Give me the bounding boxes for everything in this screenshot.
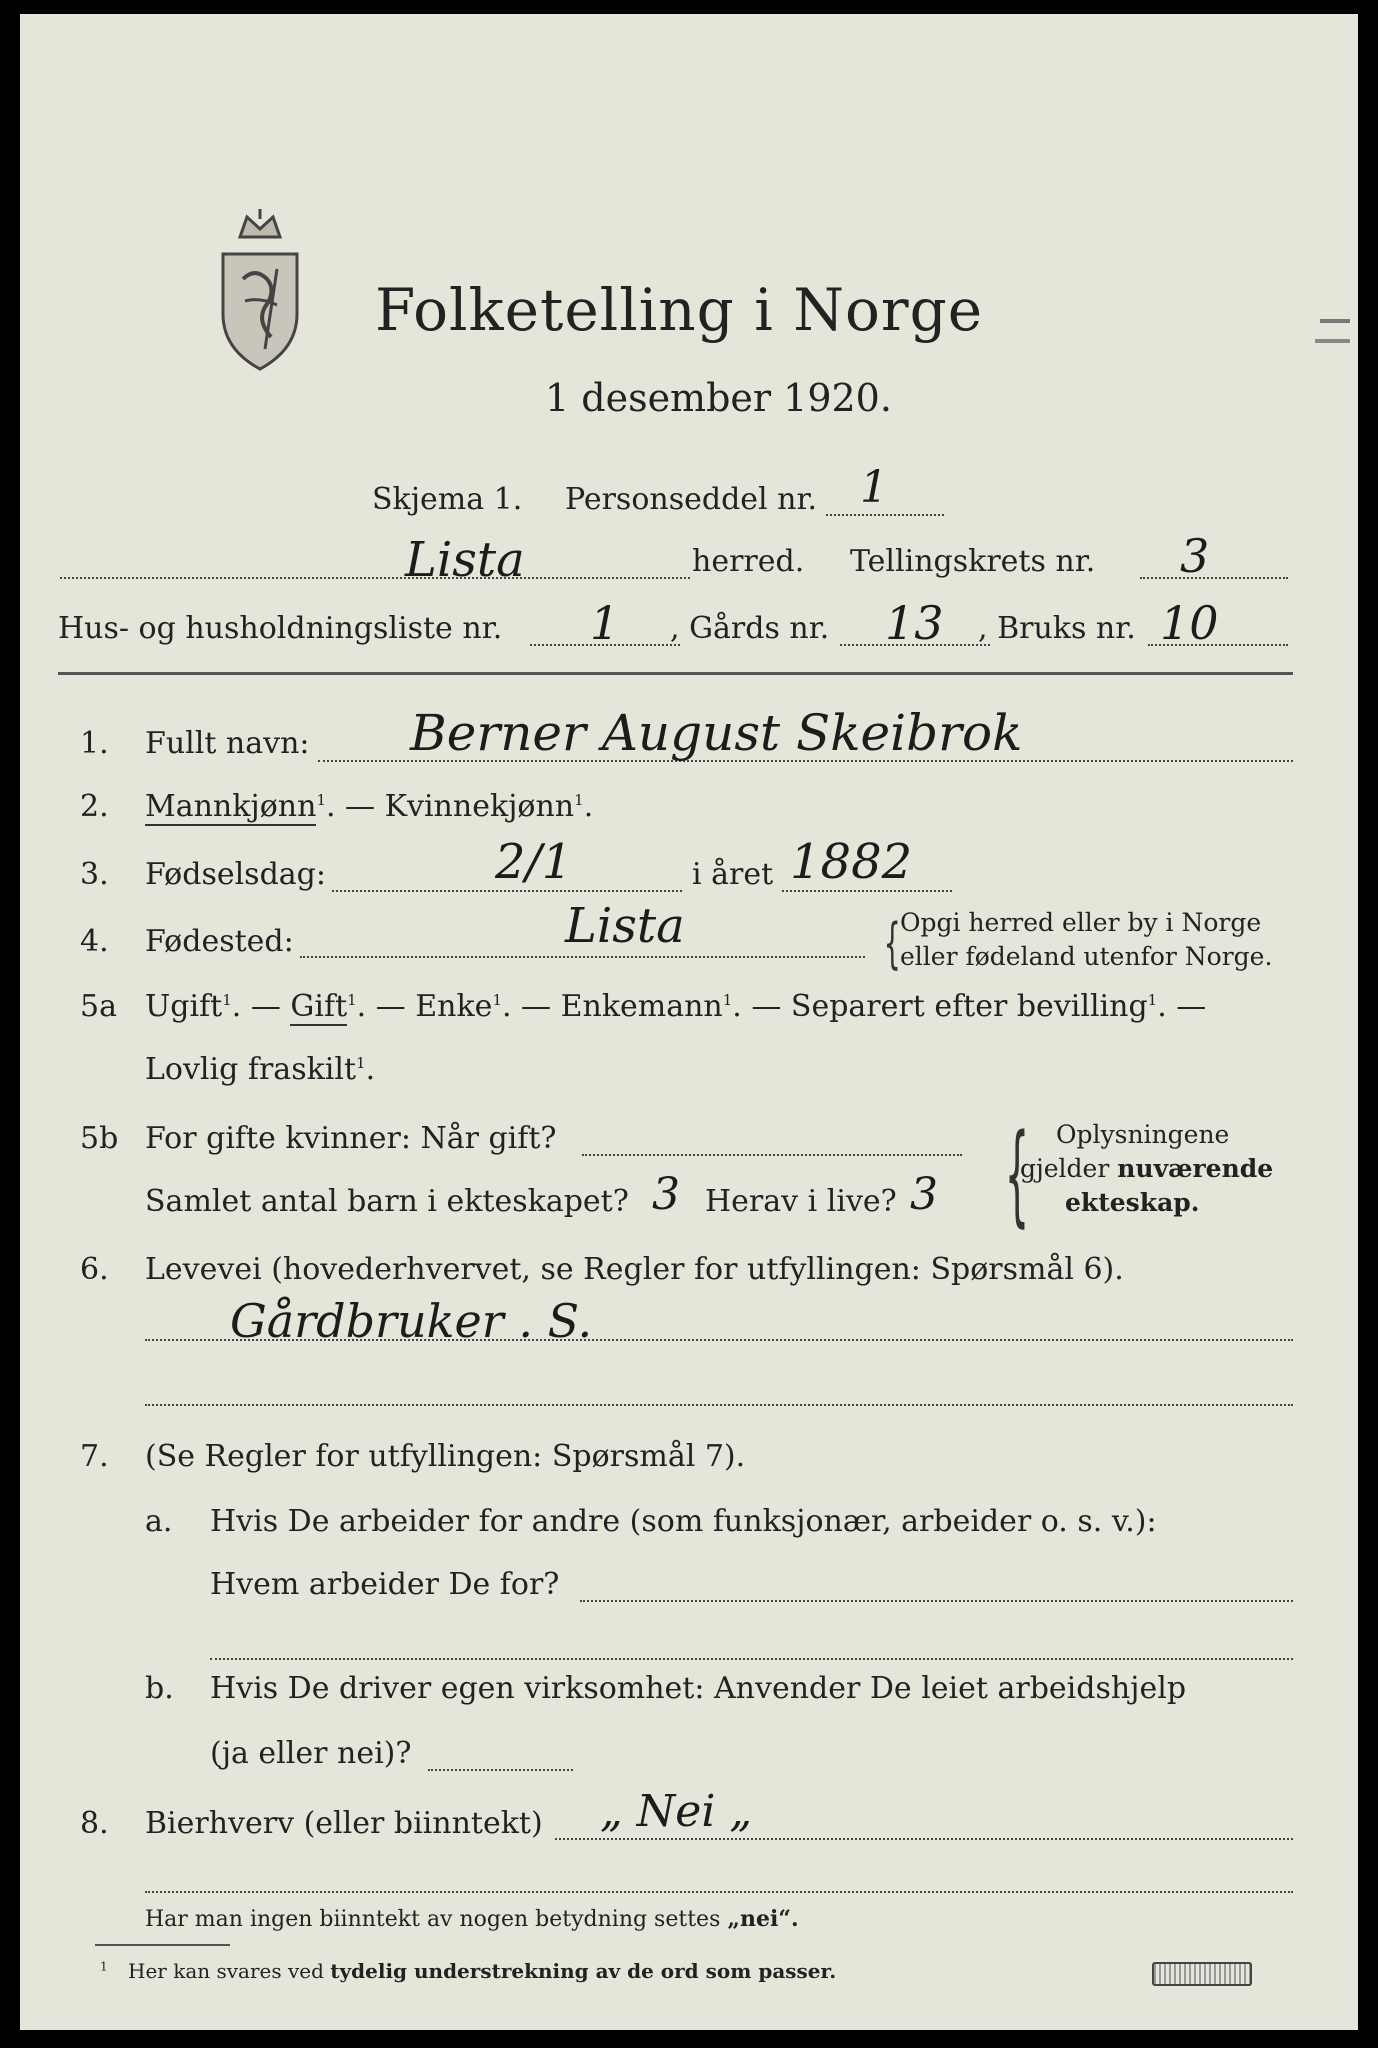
q8-number: 8. (80, 1806, 109, 1841)
separator: . — (325, 789, 385, 824)
fraskilt-row: Lovlig fraskilt$^1$. (145, 1052, 376, 1087)
mannkjonn-option[interactable]: Mannkjønn (145, 789, 317, 824)
birthplace-value[interactable]: Lista (565, 898, 685, 954)
q6-line-1 (145, 1339, 1293, 1341)
footnote-marker: 1 (356, 1054, 366, 1072)
hus-label: Hus- og husholdningsliste nr. (58, 611, 503, 646)
barn-value[interactable]: 3 (652, 1169, 680, 1220)
q8-line-2 (145, 1891, 1293, 1893)
personseddel-label: Personseddel nr. (565, 482, 818, 517)
q7b-line (428, 1769, 573, 1771)
birthday-value[interactable]: 2/1 (495, 834, 573, 890)
q5b-label-2: Samlet antal barn i ekteskapet? (145, 1184, 629, 1219)
personseddel-line (826, 514, 944, 516)
separator: . — (501, 989, 561, 1024)
enke-option[interactable]: Enke (415, 989, 493, 1024)
kvinnekjonn-option[interactable]: Kvinnekjønn (384, 789, 575, 824)
edge-mark (1315, 339, 1350, 343)
q5a-number: 5a (80, 989, 117, 1024)
q4-line (300, 956, 865, 958)
q5b-label-1: For gifte kvinner: Når gift? (145, 1121, 557, 1156)
q7b-question: (ja eller nei)? (210, 1736, 412, 1771)
footer-note (145, 1906, 799, 1932)
marital-options (145, 989, 1206, 1024)
separert-option[interactable]: Separert efter bevilling (790, 989, 1148, 1024)
footer-note-nei: „nei“. (727, 1906, 799, 1932)
q3-line (332, 890, 682, 892)
q3-label: Fødselsdag: (145, 857, 326, 892)
stamp-icon (1152, 1962, 1252, 1986)
q6-number: 6. (80, 1252, 109, 1287)
q7-number: 7. (80, 1439, 109, 1474)
footnote (100, 1959, 836, 1983)
q1-number: 1. (80, 726, 109, 761)
q5b-note-3: ekteskap. (1065, 1188, 1200, 1217)
footnote-text-bold: tydelig understrekning av de ord som passer. (330, 1959, 837, 1983)
q6-label: Levevei (hovederhvervet, se Regler for utfyllingen: Spørsmål 6). (145, 1252, 1124, 1287)
q7a-line-2 (210, 1658, 1293, 1660)
separator: . (583, 789, 594, 824)
herred-line (60, 577, 690, 579)
form-title: Folketelling i Norge (375, 276, 984, 344)
hus-value[interactable]: 1 (590, 596, 620, 650)
personseddel-value[interactable]: 1 (860, 462, 888, 513)
q7b-text: Hvis De driver egen virksomhet: Anvender De leiet arbeidshjelp (210, 1671, 1187, 1706)
herred-value[interactable]: Lista (405, 532, 525, 588)
bruks-value[interactable]: 10 (1160, 596, 1219, 650)
census-form (20, 14, 1358, 2030)
q8-line (555, 1838, 1293, 1840)
aaret-line (782, 890, 952, 892)
q5b-brace: { (1004, 1110, 1030, 1238)
footnote-marker: 1 (492, 991, 502, 1009)
q3-number: 3. (80, 857, 109, 892)
q6-line-2 (145, 1404, 1293, 1406)
q7a-letter: a. (145, 1504, 173, 1539)
edge-mark (1320, 319, 1350, 323)
gards-label: , Gårds nr. (670, 611, 830, 646)
q4-brace: { (883, 912, 901, 975)
tellingskrets-line (1140, 577, 1288, 579)
footnote-marker: 1 (347, 991, 357, 1009)
q4-note-2: eller fødeland utenfor Norge. (900, 942, 1273, 971)
separator: . — (732, 989, 791, 1024)
ugift-option[interactable]: Ugift (145, 989, 223, 1024)
full-name-value[interactable]: Berner August Skeibrok (410, 704, 1023, 762)
footnote-text: Her kan svares ved (128, 1959, 331, 1983)
gift-option[interactable]: Gift (290, 989, 348, 1024)
coat-of-arms-icon (215, 209, 305, 413)
q5b-note-2 (1020, 1154, 1273, 1183)
birth-year-value[interactable]: 1882 (790, 834, 913, 890)
separator: . — (231, 989, 291, 1024)
naar-gift-line (582, 1154, 962, 1156)
q2-number: 2. (80, 789, 109, 824)
footnote-divider (95, 1944, 230, 1946)
aaret-label: i året (692, 857, 774, 892)
bierhverv-value[interactable]: „ Nei „ (600, 1786, 753, 1837)
header-divider (58, 672, 1293, 675)
footnote-marker: 1 (222, 991, 232, 1009)
q4-note-1: Opgi herred eller by i Norge (900, 908, 1262, 937)
q7a-text: Hvis De arbeider for andre (som funksjonær, arbeider o. s. v.): (210, 1504, 1157, 1539)
q5b-number: 5b (80, 1121, 119, 1156)
enkemann-option[interactable]: Enkemann (560, 989, 723, 1024)
separator: . — (356, 989, 416, 1024)
footnote-marker: 1 (1147, 991, 1158, 1009)
note-text-bold: nuværende (1117, 1154, 1274, 1183)
tellingskrets-value[interactable]: 3 (1180, 529, 1210, 583)
note-text: gjelder (1020, 1154, 1118, 1183)
tellingskrets-label: Tellingskrets nr. (850, 544, 1096, 579)
q4-label: Fødested: (145, 924, 294, 959)
herred-label: herred. (692, 544, 805, 579)
herav-value[interactable]: 3 (910, 1169, 938, 1220)
occupation-value[interactable]: Gårdbruker . S. (230, 1294, 593, 1348)
q4-number: 4. (80, 924, 109, 959)
q7-label: (Se Regler for utfyllingen: Spørsmål 7). (145, 1439, 746, 1474)
footnote-number: 1 (100, 1959, 108, 1974)
census-date: 1 desember 1920. (545, 376, 892, 420)
footer-note-text: Har man ingen biinntekt av nogen betydning settes (145, 1907, 728, 1932)
q7a-line-1 (580, 1600, 1293, 1602)
bruks-label: , Bruks nr. (978, 611, 1136, 646)
separator: . — (1157, 989, 1207, 1024)
herav-label: Herav i live? (705, 1184, 897, 1219)
skjema-label: Skjema 1. (372, 482, 523, 517)
footnote-marker: 1 (722, 991, 733, 1009)
q7a-question: Hvem arbeider De for? (210, 1567, 560, 1602)
q8-label: Bierhverv (eller biinntekt) (145, 1806, 543, 1841)
gards-value[interactable]: 13 (885, 596, 944, 650)
q1-label: Fullt navn: (145, 726, 310, 761)
q2-options (145, 789, 593, 824)
footnote-marker: 1 (316, 791, 326, 809)
q5b-note-1: Oplysningene (1056, 1120, 1230, 1149)
q7b-letter: b. (145, 1671, 174, 1706)
footnote-marker: 1 (574, 791, 584, 809)
fraskilt-option[interactable]: Lovlig fraskilt (145, 1052, 357, 1087)
